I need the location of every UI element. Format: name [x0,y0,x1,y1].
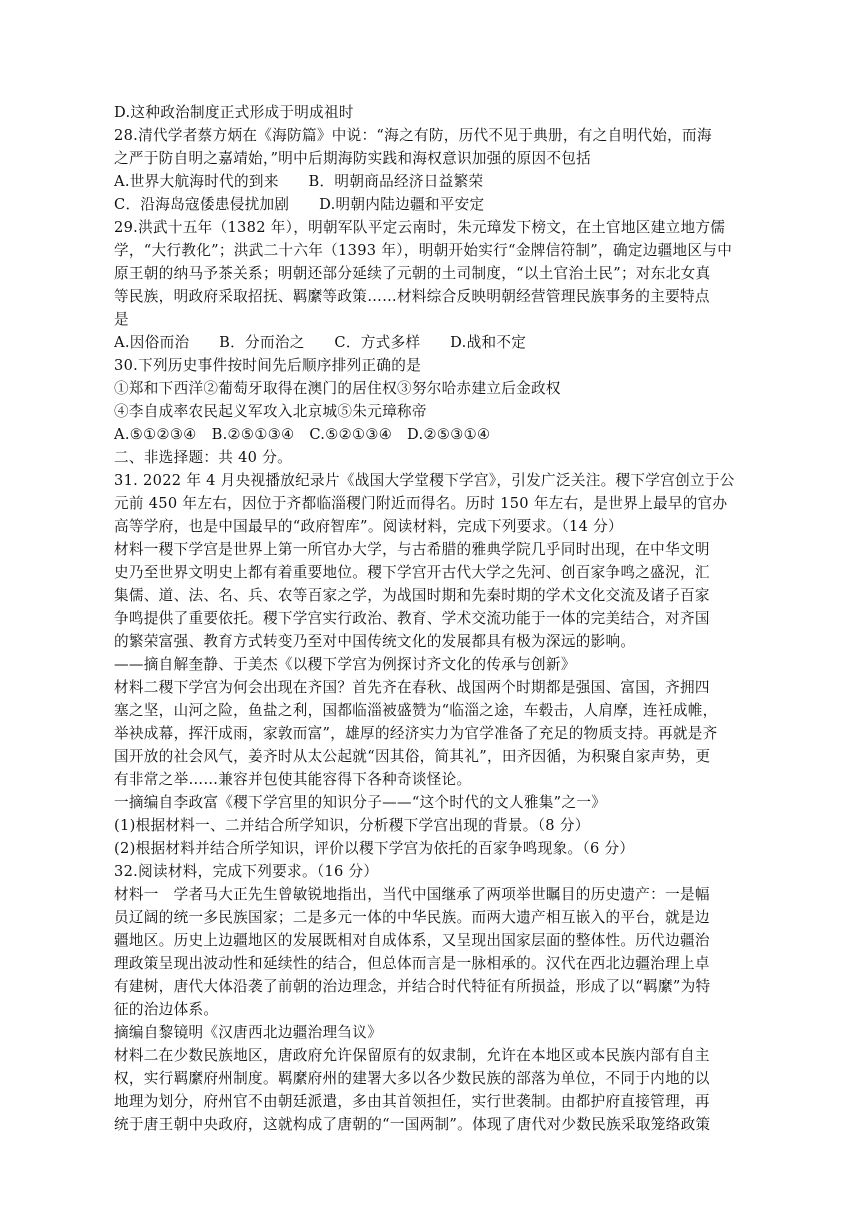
option-d-q27: D.这种政治制度正式形成于明成祖时 [114,104,354,121]
q32-material-2-text: 地理为划分，府州官不由朝廷派遣，多由其首领担任，实行世袭制。由都护府直接管理，再 [114,1093,710,1110]
section-heading: 二、非选择题：共 40 分。 [114,449,292,466]
q32-material-2-text: 材料二在少数民族地区，唐政府允许保留原有的奴隶制，允许在本地区或本民族内部有自主 [114,1047,710,1064]
material-2-text: 有非常之举……兼容并包使其能容得下各种奇谈怪论。 [114,771,472,788]
q32-material-2-text: 统于唐王朝中央政府，这就构成了唐朝的“一国两制”。体现了唐代对少数民族采取笼络政策 [114,1116,711,1133]
sub-question-1: (1)根据材料一、二并结合所学知识，分析稷下学宫出现的背景。（8 分） [114,817,590,834]
q32-material-1-text: 征的治边体系。 [114,1001,219,1018]
question-31-intro-cont: 高等学府，也是中国最早的“政府智库”。阅读材料，完成下列要求。（14 分） [114,518,623,535]
question-28-stem-cont: 之严于防自明之嘉靖始，”明中后期海防实践和海权意识加强的原因不包括 [114,150,592,167]
question-30-options: A.⑤①②③④ B.②⑤①③④ C.⑤②①③④ D.②⑤③①④ [114,426,491,443]
material-1-source: ——摘自解奎静、于美杰《以稷下学宫为例探讨齐文化的传承与创新》 [114,656,576,673]
material-2-text: 材料二稷下学宫为何会出现在齐国？首先齐在春秋、战国两个时期都是强国、富国，齐拥四 [114,679,710,696]
q32-material-1-text: 员辽阔的统一多民族国家；二是多元一体的中华民族。而两大遗产相互嵌入的平台，就是边 [114,909,710,926]
question-32-stem: 32.阅读材料，完成下列要求。（16 分） [114,863,379,880]
question-28-stem: 28.清代学者蔡方炳在《海防篇》中说：“海之有防，历代不见于典册，有之自明代始，而海 [114,127,712,144]
q32-material-1-source: 摘编自黎镜明《汉唐西北边疆治理刍议》 [114,1024,383,1041]
q32-material-1-text: 疆地区。历史上边疆地区的发展既相对自成体系，又呈现出国家层面的整体性。历代边疆治 [114,932,710,949]
question-28-options-cd: C．沿海岛寇倭患侵扰加剧 D.明朝内陆边疆和平安定 [114,196,485,213]
question-31-intro-cont: 元前 450 年左右，因位于齐都临淄稷门附近而得名。历时 150 年左右，是世界上最早的官办 [114,495,728,512]
q32-material-1-text: 材料一 学者马大正先生曾敏锐地指出，当代中国继承了两项举世瞩目的历史遗产：一是幅 [114,886,710,903]
material-1-text: 史乃至世界文明史上都有着重要地位。稷下学宫开古代大学之先河、创百家争鸣之盛況，汇 [114,564,710,581]
material-1-text: 争鸣提供了重要依托。稷下学宫实行政治、教育、学术交流功能于一体的完美结合，对齐国 [114,610,710,627]
question-30-stem: 30.下列历史事件按时间先后顺序排列正确的是 [114,357,422,374]
question-29-stem-end: 是 [114,311,129,328]
question-31-intro: 31. 2022 年 4 月央视播放纪录片《战国大学堂稷下学宫》，引发广泛关注。稷下学宫创立于公 [114,472,735,489]
question-29-options: A.因俗而治 B．分而治之 C．方式多样 D.战和不定 [114,334,527,351]
q32-material-1-text: 有建树，唐代大体沿袭了前朝的治边理念，并结合时代特征有所损益，形成了以“羁縻”为特 [114,978,711,995]
question-29-stem-cont: 等民族，明政府采取招抚、羁縻等政策……材料综合反映明朝经营管理民族事务的主要特点 [114,288,710,305]
material-2-source: 一摘编自李政富《稷下学宫里的知识分子——“这个时代的文人雅集”之一》 [114,794,607,811]
material-1-text: 集儒、道、法、名、兵、农等百家之学，为战国时期和先秦时期的学术文化交流及诸子百家 [114,587,710,604]
material-1-text: 材料一稷下学宫是世界上第一所官办大学，与古希腊的雅典学院几乎同时出现，在中华文明 [114,541,710,558]
question-28-options-ab: A.世界大航海时代的到来 B．明朝商品经济日益繁荣 [114,173,484,190]
material-2-text: 国开放的社会风气，姜齐时从太公起就“因其俗，简其礼”，田齐因循，为积聚自家声势，更 [114,748,711,765]
q32-material-1-text: 理政策呈现出波动性和延续性的结合，但总体而言是一脉相承的。汉代在西北边疆治理上卓 [114,955,710,972]
question-30-events: ①郑和下西洋②葡萄牙取得在澳门的居住权③努尔哈赤建立后金政权 [114,380,561,397]
q32-material-2-text: 权，实行羁縻府州制度。羁縻府州的建署大多以各少数民族的部落为单位，不同于内地的以 [114,1070,710,1087]
material-2-text: 举袂成幕，挥汗成雨，家敦而富”，雄厚的经济实力为官学准备了充足的物质支持。再就是齐 [114,725,718,742]
sub-question-2: (2)根据材料并结合所学知识，评价以稷下学宫为依托的百家争鸣现象。（6 分） [114,840,635,857]
material-1-text: 的繁荣富强、教育方式转变乃至对中国传统文化的发展都具有极为深远的影响。 [114,633,636,650]
question-29-stem: 29.洪武十五年（1382 年），明朝军队平定云南时，朱元璋发下榜文，在土官地区建立地方儒 [114,219,726,236]
question-29-stem-cont: 学，“大行教化”；洪武二十六年（1393 年），明朝开始实行“金牌信符制”，确定边疆地区与中 [114,242,733,259]
question-29-stem-cont: 原王朝的纳马予茶关系；明朝还部分延续了元朝的土司制度，“以土官治土民”；对东北女真 [114,265,711,282]
question-30-events-cont: ④李自成率农民起义军攻入北京城⑤朱元璋称帝 [114,403,427,420]
material-2-text: 塞之坚，山河之险，鱼盐之利，国都临淄被盛赞为“临淄之途，车毂击，人肩摩，连衽成帷， [114,702,718,719]
